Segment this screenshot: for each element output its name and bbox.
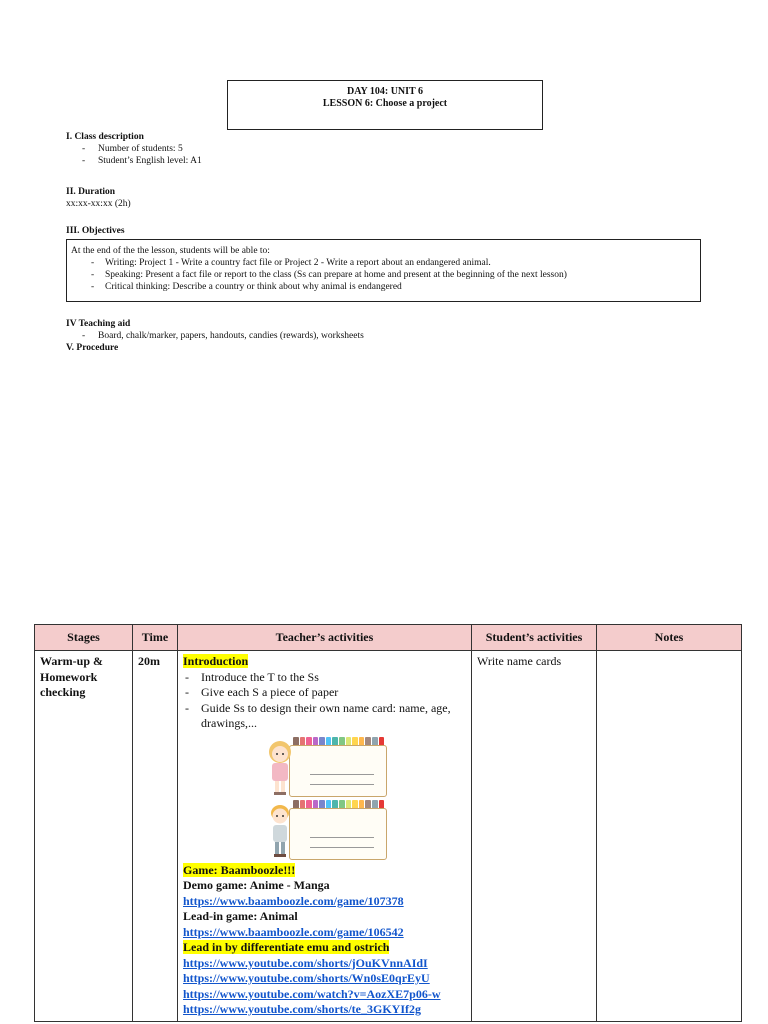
emu-ostrich-label: Lead in by differentiate emu and ostrich: [183, 940, 390, 954]
duration-heading: II. Duration: [66, 187, 116, 197]
list-item: - Give each S a piece of paper: [183, 685, 466, 701]
notes-cell: [597, 651, 742, 1022]
introduction-steps: [183, 670, 466, 732]
objectives-box: [66, 239, 701, 302]
list-item: - Introduce the T to the Ss: [183, 670, 466, 686]
column-header-notes: Notes: [597, 625, 742, 651]
video-link[interactable]: https://www.youtube.com/shorts/Wn0sE0qrEyU: [183, 971, 430, 985]
column-header-time: Time: [133, 625, 178, 651]
girl-figure-icon: [265, 739, 295, 797]
procedure-table: [34, 624, 742, 1022]
stage-cell: Warm-up & Homework checking: [35, 651, 133, 1022]
lesson-title: LESSON 6: Choose a project: [322, 98, 448, 109]
video-link[interactable]: https://www.youtube.com/watch?v=AozXE7p06-w: [183, 986, 441, 1001]
demo-game-label: Demo game: Anime - Manga: [183, 878, 330, 892]
name-card-paper: [289, 745, 387, 797]
leadin-game-label: Lead-in game: Animal: [183, 909, 298, 923]
leadin-game-link[interactable]: https://www.baamboozle.com/game/106542: [183, 924, 404, 939]
introduction-label: Introduction: [183, 654, 249, 668]
teaching-aid-list: [66, 330, 364, 342]
teacher-activities-cell: [178, 651, 472, 1022]
class-description-section: [66, 131, 202, 167]
objectives-list: [71, 257, 696, 293]
column-header-teacher-activities: Teacher’s activities: [178, 625, 472, 651]
teaching-aid-section: [66, 318, 364, 354]
list-item: - Board, chalk/marker, papers, handouts, candies (rewards), worksheets: [66, 330, 364, 342]
name-card-girl: [263, 737, 388, 797]
list-item: - Critical thinking: Describe a country or think about why animal is endangered: [71, 281, 696, 293]
objectives-intro: At the end of the the lesson, students will be able to:: [71, 246, 270, 256]
list-item: - Student’s English level: A1: [66, 155, 202, 167]
column-header-student-activities: Student’s activities: [472, 625, 597, 651]
lesson-title-box: [227, 80, 543, 130]
list-item: - Number of students: 5: [66, 143, 202, 155]
procedure-heading: V. Procedure: [66, 343, 119, 353]
name-card-illustration: [263, 737, 466, 860]
duration-value: xx:xx-xx:xx (2h): [66, 199, 131, 209]
day-unit-title: DAY 104: UNIT 6: [346, 86, 424, 97]
column-header-stages: Stages: [35, 625, 133, 651]
time-cell: 20m: [133, 651, 178, 1022]
video-link[interactable]: https://www.youtube.com/shorts/te_3GKYIf2g: [183, 1002, 422, 1016]
table-header-row: [35, 625, 742, 651]
list-item: - Writing: Project 1 - Write a country fact file or Project 2 - Write a report about an endangered animal.: [71, 257, 696, 269]
video-link[interactable]: https://www.youtube.com/shorts/jOuKVnnAIdI: [183, 955, 428, 970]
objectives-heading-wrap: [66, 225, 125, 237]
game-label: Game: Baamboozle!!!: [183, 862, 296, 877]
demo-game-link[interactable]: https://www.baamboozle.com/game/107378: [183, 893, 404, 908]
table-row: [35, 651, 742, 1022]
student-activities-cell: Write name cards: [472, 651, 597, 1022]
duration-section: [66, 186, 131, 210]
objectives-heading: III. Objectives: [66, 226, 125, 236]
name-card-boy: [263, 800, 388, 860]
list-item: - Guide Ss to design their own name card: name, age, drawings,...: [183, 701, 466, 732]
boy-figure-icon: [265, 802, 295, 860]
name-card-paper: [289, 808, 387, 860]
teaching-aid-heading: IV Teaching aid: [66, 319, 131, 329]
class-description-heading: I. Class description: [66, 132, 144, 142]
list-item: - Speaking: Present a fact file or report to the class (Ss can prepare at home and present at the beginning of the next lesson): [71, 269, 696, 281]
class-description-list: [66, 143, 202, 167]
